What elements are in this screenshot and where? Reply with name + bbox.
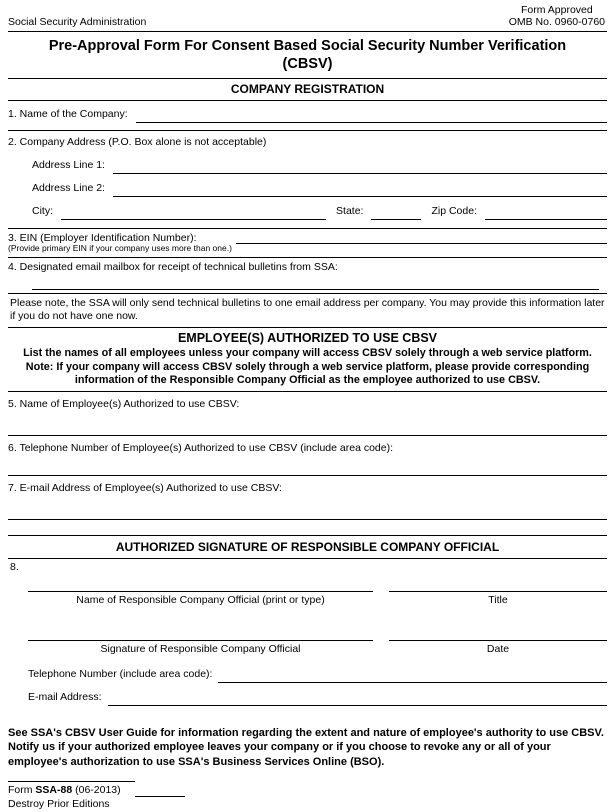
- footer-rule: [135, 787, 185, 797]
- form-number-prefix: Form: [8, 783, 36, 796]
- field6-row: [8, 436, 607, 476]
- official-email-label: E-mail Address:: [28, 690, 102, 703]
- employees-heading: EMPLOYEE(S) AUTHORIZED TO USE CBSV: [177, 330, 438, 345]
- official-name-input[interactable]: [28, 578, 373, 592]
- employees-instructions: List the names of all employees unless your company will access CBSV solely through a web service platform. Note: If your company will access CBSV solely through a web service platform, please provide corresponding information of the Responsible Company Official as the employee authorized to use CBSV.: [8, 346, 607, 392]
- address-line2-label: Address Line 2:: [32, 182, 105, 195]
- zip-label: Zip Code:: [431, 205, 477, 218]
- form-title-line1: Pre-Approval Form For Consent Based Social Security Number Verification: [48, 37, 567, 54]
- address-line1-label: Address Line 1:: [32, 159, 105, 172]
- form-approved-text: Form Approved: [520, 4, 593, 16]
- name-title-row: [28, 578, 607, 607]
- form-number: [8, 781, 135, 797]
- form-header: [8, 4, 607, 32]
- signature-date-input[interactable]: [389, 627, 607, 641]
- field2-label: 2. Company Address (P.O. Box alone is not acceptable): [8, 135, 267, 148]
- address-line2-row: [32, 182, 607, 195]
- official-name-caption: Name of Responsible Company Official (print or type): [76, 593, 325, 606]
- state-input[interactable]: [371, 208, 421, 220]
- official-phone-input[interactable]: [218, 671, 607, 683]
- zip-input[interactable]: [485, 208, 607, 220]
- city-state-zip-row: [32, 205, 607, 218]
- field5-row: [8, 392, 607, 436]
- user-guide-notice: See SSA's CBSV User Guide for information regarding the extent and nature of employee's authority to use CBSV. Notify us if your authorized employee leaves your company or if you choose to revoke any or all of your employee's authorization to use SSA's Business Services Online (BSO).: [8, 727, 604, 768]
- official-title-input[interactable]: [389, 578, 607, 592]
- field1-row: [8, 101, 607, 131]
- field7-label: 7. E-mail Address of Employee(s) Authorized to use CBSV:: [8, 481, 282, 494]
- official-phone-label: Telephone Number (include area code):: [28, 667, 213, 680]
- city-input[interactable]: [61, 208, 326, 220]
- official-phone-row: [28, 668, 607, 681]
- official-title-caption: Title: [488, 593, 508, 606]
- city-label: City:: [32, 205, 53, 218]
- field5-label: 5. Name of Employee(s) Authorized to use CBSV:: [8, 397, 240, 410]
- destroy-note: Destroy Prior Editions: [8, 798, 110, 811]
- bulletin-note: Please note, the SSA will only send technical bulletins to one email address per company. You may provide this information later if you do not have one now.: [8, 294, 607, 328]
- official-name-col: [28, 578, 373, 607]
- signature-heading: AUTHORIZED SIGNATURE OF RESPONSIBLE COMPANY OFFICIAL: [8, 536, 607, 559]
- field4-label: 4. Designated email mailbox for receipt of technical bulletins from SSA:: [8, 261, 338, 274]
- field2-block: [8, 131, 607, 230]
- state-label: State:: [336, 205, 364, 218]
- field8-block: [8, 562, 607, 704]
- form-edition: (06-2013): [72, 783, 121, 796]
- company-registration-heading: COMPANY REGISTRATION: [8, 79, 607, 101]
- employee-emails-input[interactable]: [8, 495, 607, 519]
- official-signature-col: [28, 627, 373, 656]
- employee-names-input[interactable]: [8, 411, 607, 435]
- field6-label: 6. Telephone Number of Employee(s) Authorized to use CBSV (include area code):: [8, 441, 394, 454]
- official-email-input[interactable]: [108, 694, 607, 706]
- ein-input[interactable]: [236, 232, 607, 244]
- address-line1-row: [32, 159, 607, 172]
- official-signature-caption: Signature of Responsible Company Official: [100, 642, 301, 655]
- agency-name: Social Security Administration: [8, 15, 147, 28]
- field8-number: 8.: [10, 560, 19, 573]
- field4-row: [8, 258, 607, 293]
- bulletin-email-input[interactable]: [32, 277, 599, 290]
- signature-date-caption: Date: [486, 642, 510, 655]
- official-title-col: [389, 578, 607, 607]
- field7-row: [8, 476, 607, 520]
- form-number-value: SSA-88: [35, 783, 73, 796]
- signature-date-row: [28, 627, 607, 656]
- field1-label: 1. Name of the Company:: [8, 107, 128, 120]
- address-line2-input[interactable]: [113, 185, 607, 197]
- field3-note: (Provide primary EIN if your company uses more than one.): [8, 243, 232, 254]
- omb-number: OMB No. 0960-0760: [508, 16, 605, 29]
- signature-date-col: [389, 627, 607, 656]
- form-title-line2: (CBSV): [282, 56, 333, 73]
- employee-phones-input[interactable]: [8, 455, 607, 475]
- official-signature-input[interactable]: [28, 627, 373, 641]
- field3-label: 3. EIN (Employer Identification Number):: [8, 231, 197, 244]
- form-number-row: [8, 781, 607, 797]
- company-name-input[interactable]: [136, 111, 607, 123]
- section-divider: [8, 520, 607, 536]
- form-footer: [8, 781, 607, 811]
- address-line1-input[interactable]: [113, 162, 607, 174]
- form-approval-block: [509, 4, 607, 29]
- field3-labels: [8, 233, 232, 254]
- official-email-row: [28, 691, 607, 704]
- form-title: [8, 32, 607, 79]
- field3-row: [8, 229, 607, 258]
